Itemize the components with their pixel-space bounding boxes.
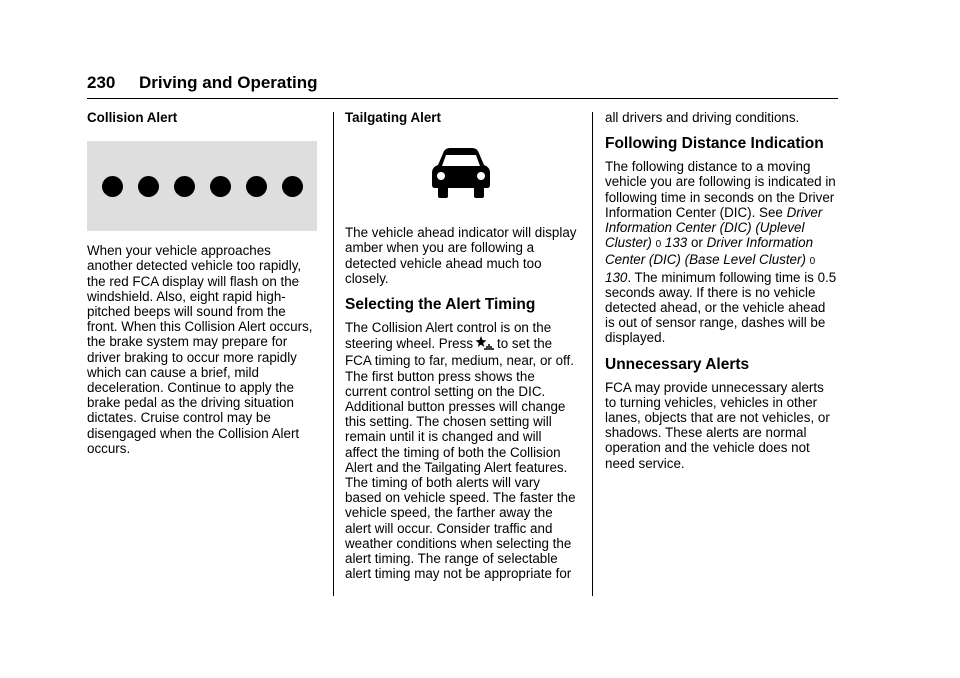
six-dots-icon [87,141,317,231]
dot [138,176,159,197]
selecting-alert-timing-body: The Collision Alert control is on the steering wheel. Press to set the FCA timing to far, medium, near, or off. The first button press shows the current control setting on the DIC. Additional button presses will change this setting. The chosen setting will remain until it is changed and will affect the timing of both the Collision Alert and the Tailgating Alert features. The timing of both alerts will vary based on vehicle speed. The faster the vehicle speed, the farther away the alert will occur. Consider traffic and weather conditions when selecting the alert timing. The range of selectable alert timing may not be appropriate for [345,320,576,582]
vehicle-ahead-icon [345,141,577,211]
column-divider [592,112,593,596]
following-distance-heading: Following Distance Indication [605,135,824,153]
selecting-alert-timing-continued: all drivers and driving conditions. [605,110,800,125]
unnecessary-alerts-body: FCA may provide unnecessary alerts to turning vehicles, vehicles in other lanes, objects that are not vehicles, or shadows. These alerts are normal operation and the vehicle does not need service. [605,379,830,471]
unnecessary-alerts-heading: Unnecessary Alerts [605,355,750,373]
page-ref-icon: 0 [809,256,816,268]
header-rule [87,98,838,99]
dot [210,176,231,197]
tailgating-alert-body: The vehicle ahead indicator will display amber when you are following a detected vehicle ahead much too closely. [345,225,577,286]
vehicle-ahead-icon [430,147,492,199]
page-header [87,71,838,101]
dot [246,176,267,197]
xref-link[interactable]: Driver Information Center (DIC) (Uplevel Cluster) [605,204,823,251]
dot [102,176,123,197]
section-title: Driving and Operating [139,73,318,92]
dot [174,176,195,197]
xref-page[interactable]: 130 [605,269,628,285]
page-number: 230 [87,73,116,92]
following-distance-body: The following distance to a moving vehicle you are following is indicated in following time in seconds on the Driver Information Center (DIC). See Driver Information Center (DIC) (Uplevel Cluster) 0 133 or Driver Information Center (DIC) (Base Level Cluster) 0 130. The minimum following time is 0.5 seconds away. If there is no vehicle detected ahead, or the vehicle ahead is out of sensor range, dashes will be displayed. [605,159,837,346]
column-divider [333,112,334,596]
column-2 [345,110,577,581]
column-1 [87,110,319,456]
tailgating-alert-title: Tailgating Alert [345,110,441,125]
page-ref-icon: 0 [655,239,662,251]
selecting-alert-timing-heading: Selecting the Alert Timing [345,296,536,314]
collision-alert-title: Collision Alert [87,110,178,125]
dot [282,176,303,197]
column-3-content [605,110,837,471]
collision-alert-button-icon [475,335,495,353]
xref-link[interactable]: Driver Information Center (DIC) (Base Level Cluster) [605,235,814,268]
xref-page[interactable]: 133 [664,235,688,251]
collision-alert-body: When your vehicle approaches another detected vehicle too rapidly, the red FCA display will flash on the windshield. Also, eight rapid high-pitched beeps will sound from the front. When this Collision Alert occurs, the brake system may prepare for driver braking to occur more rapidly which can cause a brief, mild deceleration. Continue to apply the brake pedal as the driving situation dictates. Cruise control may be disengaged when the Collision Alert occurs. [87,243,313,456]
